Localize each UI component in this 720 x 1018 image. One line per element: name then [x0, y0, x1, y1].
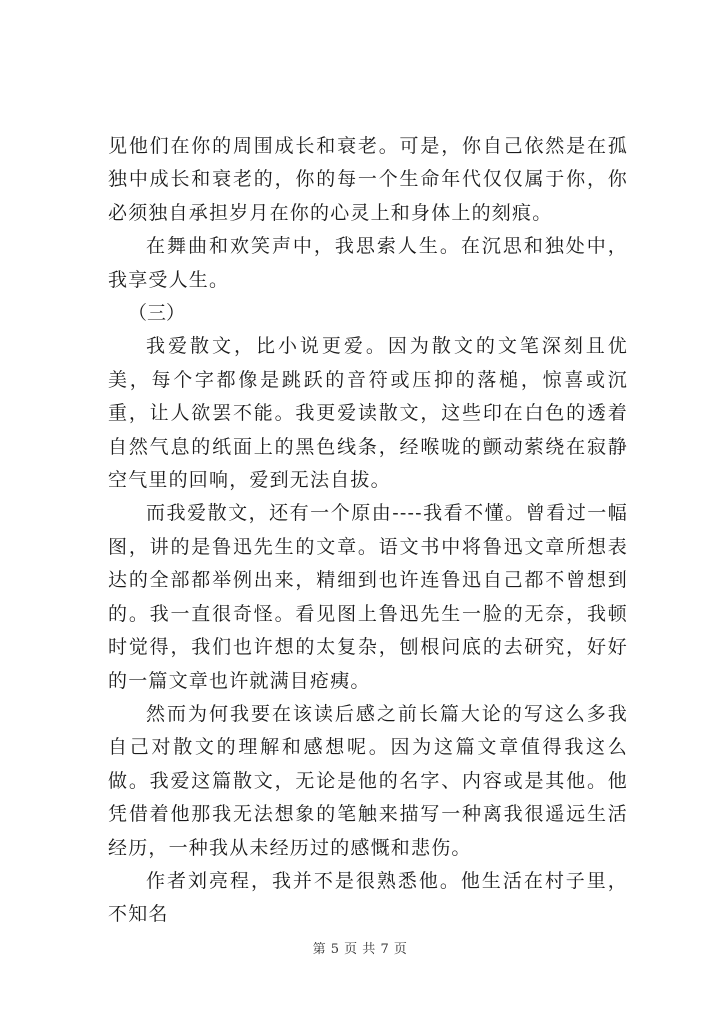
- paragraph: 我爱散文，比小说更爱。因为散文的文笔深刻且优美，每个字都像是跳跃的音符或压抑的落槌，惊喜或沉重，让人欲罢不能。我更爱读散文，这些印在白色的透着自然气息的纸面上的黑色线条，经喉咙的颤动萦绕在寂静空气里的回响，爱到无法自拔。: [108, 335, 628, 492]
- body-text: [108, 130, 628, 932]
- page-footer: 第 5 页 共 7 页: [312, 942, 408, 957]
- paragraph: 在舞曲和欢笑声中，我思索人生。在沉思和独处中，我享受人生。: [108, 235, 628, 291]
- paragraph: 作者刘亮程，我并不是很熟悉他。他生活在村子里，不知名: [108, 869, 628, 926]
- paragraph: 而我爱散文，还有一个原由----我看不懂。曾看过一幅图，讲的是鲁迅先生的文章。语文书中将鲁迅文章所想表达的全部都举例出来，精细到也许连鲁迅自己都不曾想到的。我一直很奇怪。看见图上鲁迅先生一脸的无奈，我顿时觉得，我们也许想的太复杂，刨根问底的去研究，好好的一篇文章也许就满目疮痍。: [108, 502, 628, 692]
- paragraph: 见他们在你的周围成长和衰老。可是，你自己依然是在孤独中成长和衰老的，你的每一个生命年代仅仅属于你，你必须独自承担岁月在你的心灵上和身体上的刻痕。: [108, 135, 628, 224]
- paragraph: 然而为何我要在该读后感之前长篇大论的写这么多我自己对散文的理解和感想呢。因为这篇文章值得我这么做。我爱这篇散文，无论是他的名字、内容或是其他。他凭借着他那我无法想象的笔触来描写一种离我很遥远生活经历，一种我从未经历过的感慨和悲伤。: [108, 702, 628, 859]
- section-heading: （三）: [128, 302, 186, 325]
